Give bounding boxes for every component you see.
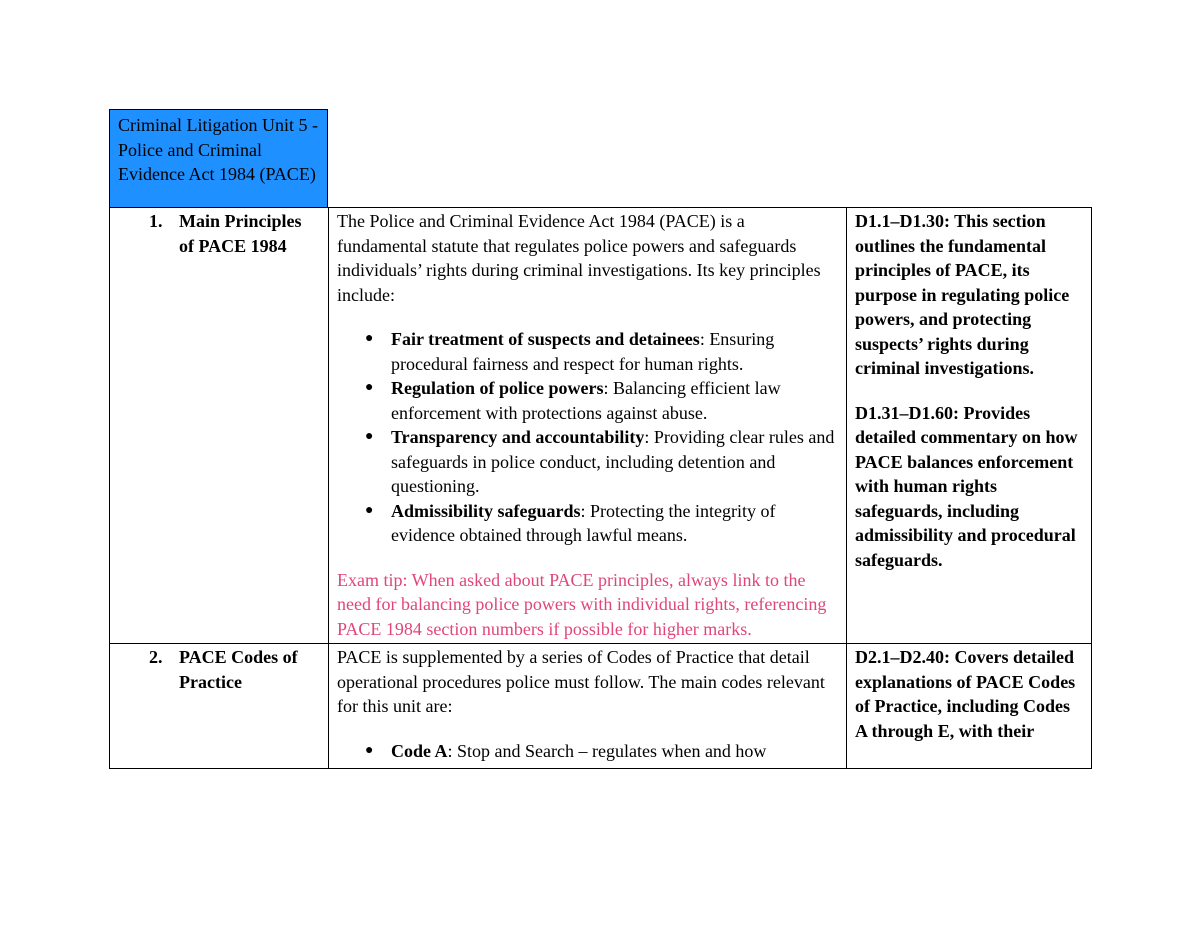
bullet-icon: ● bbox=[365, 429, 374, 444]
principles-list bbox=[337, 327, 838, 548]
notes-table bbox=[109, 207, 1092, 769]
unit-title: Criminal Litigation Unit 5 - Police and Criminal Evidence Act 1984 (PACE) bbox=[118, 115, 318, 184]
topic-title: Main Principles of PACE 1984 bbox=[179, 211, 302, 256]
bullet-term: Regulation of police powers bbox=[391, 378, 604, 398]
topic-number: 2. bbox=[149, 647, 163, 667]
list-item bbox=[337, 376, 838, 425]
intro-paragraph: PACE is supplemented by a series of Codes of Practice that detail operational procedures police must follow. The main codes relevant for this unit are: bbox=[337, 647, 825, 716]
bullet-term: Transparency and accountability bbox=[391, 427, 645, 447]
bullet-term: Fair treatment of suspects and detainees bbox=[391, 329, 700, 349]
topic-number: 1. bbox=[149, 211, 163, 231]
topic-title: PACE Codes of Practice bbox=[179, 647, 298, 692]
intro-paragraph: The Police and Criminal Evidence Act 1984 (PACE) is a fundamental statute that regulates police powers and safeguards individuals’ rights during criminal investigations. Its key principles include: bbox=[337, 211, 821, 305]
topic-cell bbox=[110, 644, 329, 769]
table-row bbox=[110, 644, 1092, 769]
reference-cell bbox=[847, 208, 1092, 644]
bullet-text: : Balancing efficient law enforcement with protections against abuse. bbox=[391, 378, 781, 423]
bullet-text: : Protecting the integrity of evidence obtained through lawful means. bbox=[391, 500, 776, 545]
reference-paragraph: D2.1–D2.40: Covers detailed explanations of PACE Codes of Practice, including Codes A through E, with their bbox=[855, 647, 1076, 741]
codes-list bbox=[337, 739, 838, 764]
table-row bbox=[110, 208, 1092, 644]
bullet-icon: ● bbox=[365, 380, 374, 395]
unit-title-cell bbox=[109, 109, 328, 208]
bullet-icon: ● bbox=[365, 331, 374, 346]
topic-cell bbox=[110, 208, 329, 644]
content-cell bbox=[329, 644, 847, 769]
bullet-term: Admissibility safeguards bbox=[391, 500, 581, 521]
list-item bbox=[337, 327, 838, 376]
bullet-text: : Stop and Search – regulates when and how bbox=[447, 740, 767, 761]
content-cell bbox=[329, 208, 847, 644]
reference-paragraph: D1.31–D1.60: Provides detailed commentary on how PACE balances enforcement with human rights safeguards, including admissibility and procedural safeguards. bbox=[855, 402, 1078, 570]
bullet-icon: ● bbox=[365, 502, 374, 518]
list-item bbox=[337, 499, 838, 548]
exam-tip: Exam tip: When asked about PACE principles, always link to the need for balancing police powers with individual rights, referencing PACE 1984 section numbers if possible for higher marks. bbox=[337, 569, 827, 639]
list-item bbox=[337, 739, 838, 764]
bullet-text: : Ensuring procedural fairness and respect for human rights. bbox=[391, 329, 775, 374]
reference-paragraph: D1.1–D1.30: This section outlines the fundamental principles of PACE, its purpose in regulating police powers, and protecting suspects’ rights during criminal investigations. bbox=[855, 211, 1070, 378]
bullet-text: : Providing clear rules and safeguards in police conduct, including detention and questioning. bbox=[391, 427, 835, 496]
list-item bbox=[337, 425, 838, 499]
bullet-icon: ● bbox=[365, 742, 374, 758]
reference-cell bbox=[847, 644, 1092, 769]
bullet-term: Code A bbox=[391, 740, 448, 761]
